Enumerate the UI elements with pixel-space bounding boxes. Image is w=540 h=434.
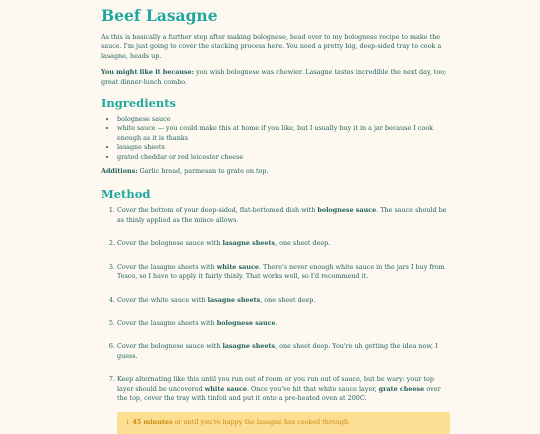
step-ingredient: lasagne sheets xyxy=(222,342,276,351)
ingredients-list xyxy=(101,115,450,162)
step-text: Cover the bolognese sauce with xyxy=(117,239,223,248)
step-ingredient: white sauce xyxy=(204,384,247,393)
step-text: over the top, cover the tray with tinfoil and put it onto a pre-heated oven at 200C. xyxy=(117,384,441,402)
additions-text: Garlic bread, parmesan to grate on top. xyxy=(137,167,269,176)
step-text: , one sheet deep. xyxy=(260,295,316,304)
step-ingredient: lasagne sheets xyxy=(222,239,276,248)
method-steps xyxy=(101,206,450,403)
step-text: Cover the white sauce with xyxy=(117,295,208,304)
ingredients-heading: Ingredients xyxy=(101,96,177,111)
step-ingredient: bolognese sauce xyxy=(216,318,276,327)
method-step xyxy=(117,375,450,403)
method-step xyxy=(117,239,450,248)
page-title: Beef Lasagne xyxy=(101,6,218,25)
step-ingredient: bolognese sauce xyxy=(317,206,377,215)
step-text: . xyxy=(275,318,278,327)
down-arrow-icon: ↓ xyxy=(125,418,131,427)
step-text: Cover the bottom of your deep-sided, flat-bottomed dish with xyxy=(117,206,318,215)
step-ingredient: grate cheese xyxy=(378,384,425,393)
method-step xyxy=(117,263,450,282)
intro-paragraph xyxy=(101,33,450,61)
additions-label: Additions: xyxy=(101,167,138,176)
might-like-text: you wish bolognese was chewier. Lasagne tastes incredible the next day, too; great dinner-lunch combo. xyxy=(101,68,447,86)
step-text: Cover the bolognese sauce with xyxy=(117,342,223,351)
step-text: Keep alternating like this until you run out of room or you run out of sauce, but be wary: your top layer should be uncovered xyxy=(117,375,434,393)
step-text: , one sheet deep. xyxy=(275,239,331,248)
step-text: . The sauce should be as thinly applied as the mince allows. xyxy=(117,206,447,224)
step-text: . There's never enough white sauce in the jars I buy from Tesco, so I have to apply it fairly thinly. That works well, so I'd recommend it. xyxy=(117,262,445,281)
ingredient-item: • grated cheddar or red leicester cheese xyxy=(117,153,450,162)
step-text: Cover the lasagne sheets with xyxy=(117,318,217,327)
cooking-time-callout xyxy=(117,412,450,433)
recipe-page xyxy=(0,6,540,427)
cooking-time-text: or until you're happy the lasagne has cooked through. xyxy=(172,418,351,427)
method-heading: Method xyxy=(101,187,151,202)
ingredient-item: • white sauce — you could make this at home if you like, but I usually buy it in a jar because I cook enough as it is thanks xyxy=(117,124,450,143)
step-text: Cover the lasagne sheets with xyxy=(117,262,217,271)
intro-text: As this is basically a further step after making bolognese, head over to my bolognese recipe to make the sauce. I'm just going to cover the stacking process here. You need a pretty big, deep-sided tray to cook a lasagne, heads up. xyxy=(101,33,442,60)
step-text: , one sheet deep. You're uh getting the idea now, I guess. xyxy=(117,342,438,360)
step-ingredient: white sauce xyxy=(216,262,259,271)
method-step xyxy=(117,206,450,225)
might-like-paragraph xyxy=(101,68,450,87)
step-ingredient: lasagne sheets xyxy=(207,295,261,304)
method-step xyxy=(117,319,450,328)
ingredient-item: • lasagne sheets xyxy=(117,143,450,152)
method-step xyxy=(117,296,450,305)
cooking-time: 45 minutes xyxy=(132,418,173,427)
ingredient-item: • bolognese sauce xyxy=(117,115,450,124)
might-like-label: You might like it because: xyxy=(101,68,195,77)
additions-paragraph xyxy=(101,167,450,176)
step-text: . Once you've hit that white sauce layer, xyxy=(246,384,379,393)
method-step xyxy=(117,342,450,361)
